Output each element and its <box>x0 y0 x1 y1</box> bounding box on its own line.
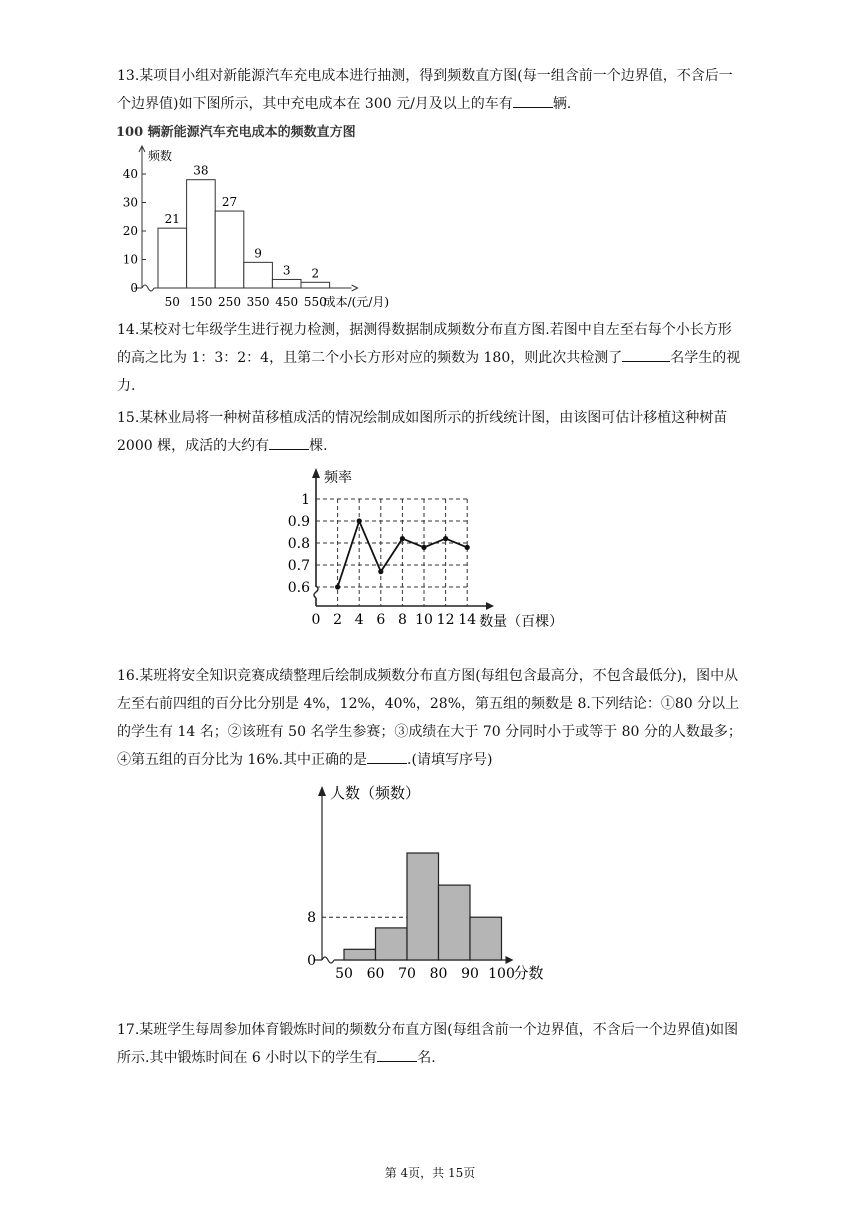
bar-value-label: 21 <box>164 212 180 227</box>
x-axis-arrow <box>506 956 514 964</box>
question-text-end: 棵. <box>309 438 328 454</box>
x-tick-label: 50 <box>335 966 353 982</box>
y-tick-label: 1 <box>301 492 310 508</box>
answer-blank[interactable] <box>622 345 670 362</box>
page-footer: 第 4页，共 15页 <box>384 1166 476 1180</box>
question-text-end: .(请填写序号) <box>407 752 493 768</box>
question-text-end: 辆. <box>552 96 572 112</box>
survival-rate-line-chart <box>282 462 592 634</box>
bar-value-label: 9 <box>254 246 262 261</box>
axis-break <box>314 586 318 598</box>
answer-blank[interactable] <box>513 91 553 108</box>
data-point <box>443 536 448 541</box>
histogram-bar <box>439 885 471 960</box>
cost-histogram <box>112 122 442 312</box>
x-tick-label: 250 <box>218 295 241 309</box>
question-number: 14. <box>117 322 140 338</box>
question-number: 17. <box>117 1022 140 1038</box>
x-tick-label: 550 <box>303 295 327 309</box>
question-17 <box>117 1016 742 1072</box>
chart-title: 100 辆新能源汽车充电成本的频数直方图 <box>116 125 356 140</box>
y-tick-label: 0.8 <box>287 536 310 552</box>
question-text-end: 名学生的视力. <box>117 350 741 394</box>
y-tick-label: 40 <box>122 167 138 181</box>
x-tick-label: 4 <box>354 612 364 628</box>
y-axis-arrow <box>318 786 326 796</box>
question-text: 某班学生每周参加体育锻炼时间的频数分布直方图(每组含前一个边界值，不含后一个边界值)如图所示.其中锻炼时间在 6 小时以下的学生有 <box>117 1022 739 1066</box>
y-tick-label: 30 <box>122 195 138 210</box>
question-13 <box>117 62 742 118</box>
x-tick-label: 10 <box>415 612 433 628</box>
histogram-bar <box>376 928 408 960</box>
x-tick-label: 100 <box>488 966 515 982</box>
histogram-bar <box>470 917 502 960</box>
x-tick-label: 14 <box>458 612 477 628</box>
question-number: 15. <box>117 410 140 426</box>
question-number: 13. <box>117 68 140 84</box>
x-axis-arrow <box>486 602 494 610</box>
score-histogram <box>296 778 566 992</box>
histogram-bar <box>187 180 216 288</box>
x-tick-label: 350 <box>246 295 270 309</box>
x-axis-label: 分数 <box>513 964 544 982</box>
x-tick-label: 80 <box>429 966 448 982</box>
question-text: 某林业局将一种树苗移植成活的情况绘制成如图所示的折线统计图，由该图可估计移植这种树苗 2000 棵，成活的大约有 <box>117 410 728 454</box>
y-tick-label: 0.9 <box>287 514 310 530</box>
bar-value-label: 38 <box>193 163 209 178</box>
question-15 <box>117 404 742 460</box>
data-point <box>465 545 470 550</box>
histogram-bar <box>407 853 439 960</box>
y-tick-label: 0 <box>130 281 138 295</box>
axis-break <box>322 957 334 963</box>
y-tick-label: 20 <box>122 224 138 238</box>
histogram-bar <box>344 949 376 960</box>
x-tick-label: 2 <box>333 612 343 628</box>
question-text-end: 名. <box>417 1050 436 1066</box>
x-tick-label: 70 <box>398 966 416 982</box>
question-14 <box>117 316 742 400</box>
question-text: 某班将安全知识竞赛成绩整理后绘制成频数分布直方图(每组包含最高分，不包含最低分)，图中从左至右前四组的百分比分别是 4%，12%，40%，28%，第五组的频数是 8.下列结论：①80 分以上的学生有 14 名；②该班有 50 名学生参赛；③成绩在大于 70 分同时小于或等于 80 分的人数最多；④第五组的百分比为 16%.其中正确的是 <box>117 668 742 768</box>
bar-value-label: 3 <box>282 263 291 278</box>
question-text: 某校对七年级学生进行视力检测，据测得数据制成频数分布直方图.若图中自左至右每个小长方形的高之比为 1：3：2：4，且第二个小长方形对应的频数为 180，则此次共检测了 <box>117 322 732 366</box>
x-axis-arrow <box>352 285 358 291</box>
answer-blank[interactable] <box>377 1045 417 1062</box>
x-tick-label: 0 <box>311 612 321 628</box>
y-axis-label: 频率 <box>324 470 352 486</box>
x-tick-label: 90 <box>461 966 479 982</box>
data-point <box>421 545 426 550</box>
bar-value-label: 27 <box>221 195 238 210</box>
x-tick-label: 150 <box>189 295 213 309</box>
data-point <box>378 569 383 574</box>
y-tick-label: 0 <box>307 953 316 969</box>
y-axis-arrow <box>312 468 320 478</box>
y-axis-label: 频数 <box>148 149 173 163</box>
data-point <box>400 536 405 541</box>
histogram-bar <box>301 282 330 288</box>
data-point <box>335 584 340 589</box>
y-tick-label: 8 <box>307 910 316 927</box>
answer-blank[interactable] <box>367 747 407 764</box>
x-axis-label: 数量（百棵） <box>479 614 564 630</box>
x-tick-label: 450 <box>275 295 299 309</box>
x-tick-label: 60 <box>366 966 385 982</box>
histogram-bar <box>215 211 244 288</box>
x-tick-label: 50 <box>164 295 180 309</box>
answer-blank[interactable] <box>269 433 309 450</box>
histogram-bar <box>272 279 301 288</box>
axis-break <box>142 285 154 291</box>
x-tick-label: 12 <box>436 612 455 628</box>
question-16 <box>117 662 742 774</box>
y-axis-label: 人数（频数） <box>330 784 421 802</box>
x-tick-label: 8 <box>397 612 407 628</box>
y-tick-label: 0.6 <box>287 580 310 596</box>
x-tick-label: 6 <box>376 612 386 628</box>
data-point <box>357 518 362 523</box>
question-number: 16. <box>117 668 140 684</box>
y-tick-label: 0.7 <box>287 558 310 574</box>
histogram-bar <box>244 262 273 288</box>
question-text: 某项目小组对新能源汽车充电成本进行抽测，得到频数直方图(每一组含前一个边界值，不含后一个边界值)如下图所示，其中充电成本在 300 元/月及以上的车有 <box>117 68 733 112</box>
bar-value-label: 2 <box>311 266 320 281</box>
x-axis-label: 成本/(元/月) <box>323 295 390 309</box>
y-tick-label: 10 <box>122 252 138 267</box>
histogram-bar <box>158 228 187 288</box>
